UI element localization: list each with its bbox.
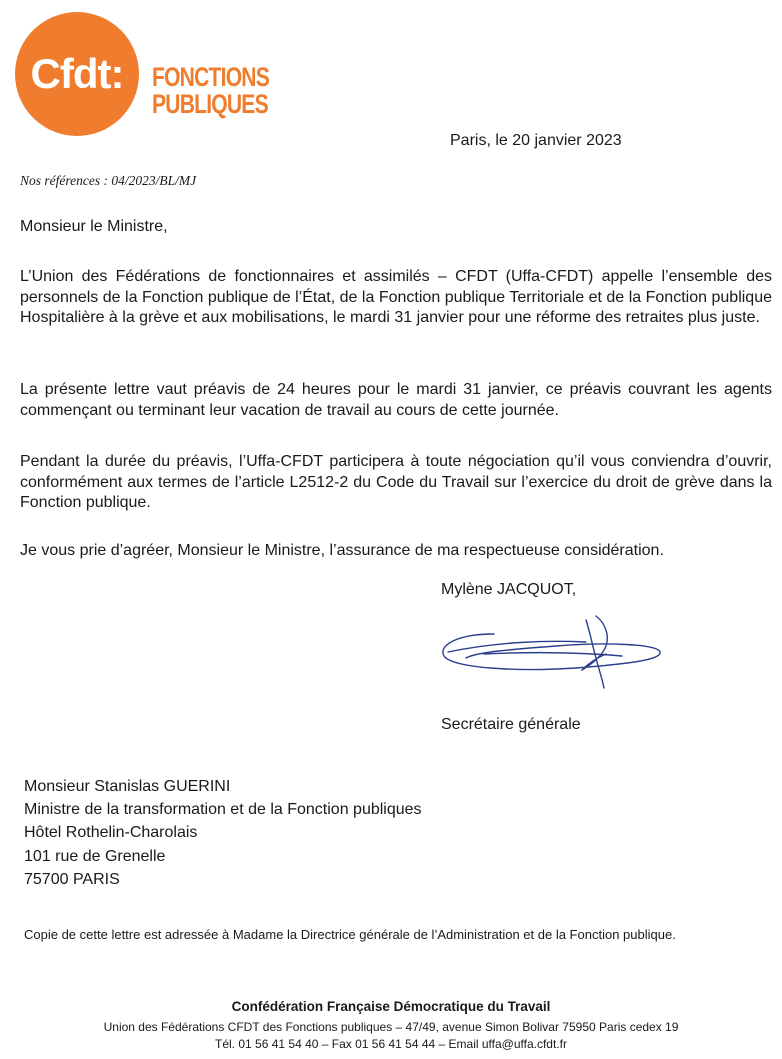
paragraph-notice: La présente lettre vaut préavis de 24 heures pour le mardi 31 janvier, ce préavis couvrant les agents commençant ou terminant leur vacation de travail au cours de cette journée. bbox=[20, 381, 772, 419]
logo-subtitle-line2: PUBLIQUES bbox=[152, 89, 268, 119]
cfdt-logo-brand: Cfdt: bbox=[30, 50, 124, 97]
signer-name: Mylène JACQUOT, bbox=[441, 581, 577, 598]
addressee-function: Ministre de la transformation et de la Fonction publiques bbox=[24, 801, 422, 819]
logo-subtitle bbox=[152, 64, 269, 118]
signer-title: Secrétaire générale bbox=[441, 716, 581, 733]
handwritten-signature bbox=[436, 612, 666, 692]
paragraph-closing: Je vous prie d’agréer, Monsieur le Ministre, l’assurance de ma respectueuse considération. bbox=[20, 542, 664, 559]
addressee-name: Monsieur Stanislas GUERINI bbox=[24, 778, 231, 795]
paragraph-strike-call: L’Union des Fédérations de fonctionnaires et assimilés – CFDT (Uffa-CFDT) appelle l’ensemble des personnels de la Fonction publique de l’État, de la Fonction publique Territoriale et de la Fonction publique Hospitalière à la grève et aux mobilisations, le mardi 31 janvier pour une réforme des retraites plus juste. bbox=[20, 268, 772, 326]
salutation: Monsieur le Ministre, bbox=[20, 218, 168, 235]
letter-references: Nos références : 04/2023/BL/MJ bbox=[20, 173, 197, 188]
footer-address: Union des Fédérations CFDT des Fonctions publiques – 47/49, avenue Simon Bolivar 75950 Paris cedex 19 bbox=[103, 1020, 679, 1034]
footer-title: Confédération Française Démocratique du Travail bbox=[231, 999, 551, 1014]
letter-date: Paris, le 20 janvier 2023 bbox=[450, 132, 622, 149]
paragraph-negotiation: Pendant la durée du préavis, l’Uffa-CFDT participera à toute négociation qu’il vous conviendra d’ouvrir, conformément aux termes de l’article L2512-2 du Code du Travail sur l’exercice du droit de grève dans la Fonction publique. bbox=[20, 453, 772, 511]
copy-note: Copie de cette lettre est adressée à Madame la Directrice générale de l’Administration et de la Fonction publique. bbox=[24, 927, 676, 942]
logo-subtitle-line1: FONCTIONS bbox=[152, 62, 269, 92]
footer-contact: Tél. 01 56 41 54 40 – Fax 01 56 41 54 44 – Email uffa@uffa.cfdt.fr bbox=[215, 1037, 567, 1051]
addressee-block bbox=[24, 775, 422, 891]
addressee-street: 101 rue de Grenelle bbox=[24, 847, 166, 865]
addressee-city: 75700 PARIS bbox=[24, 870, 120, 888]
addressee-building: Hôtel Rothelin-Charolais bbox=[24, 824, 198, 842]
